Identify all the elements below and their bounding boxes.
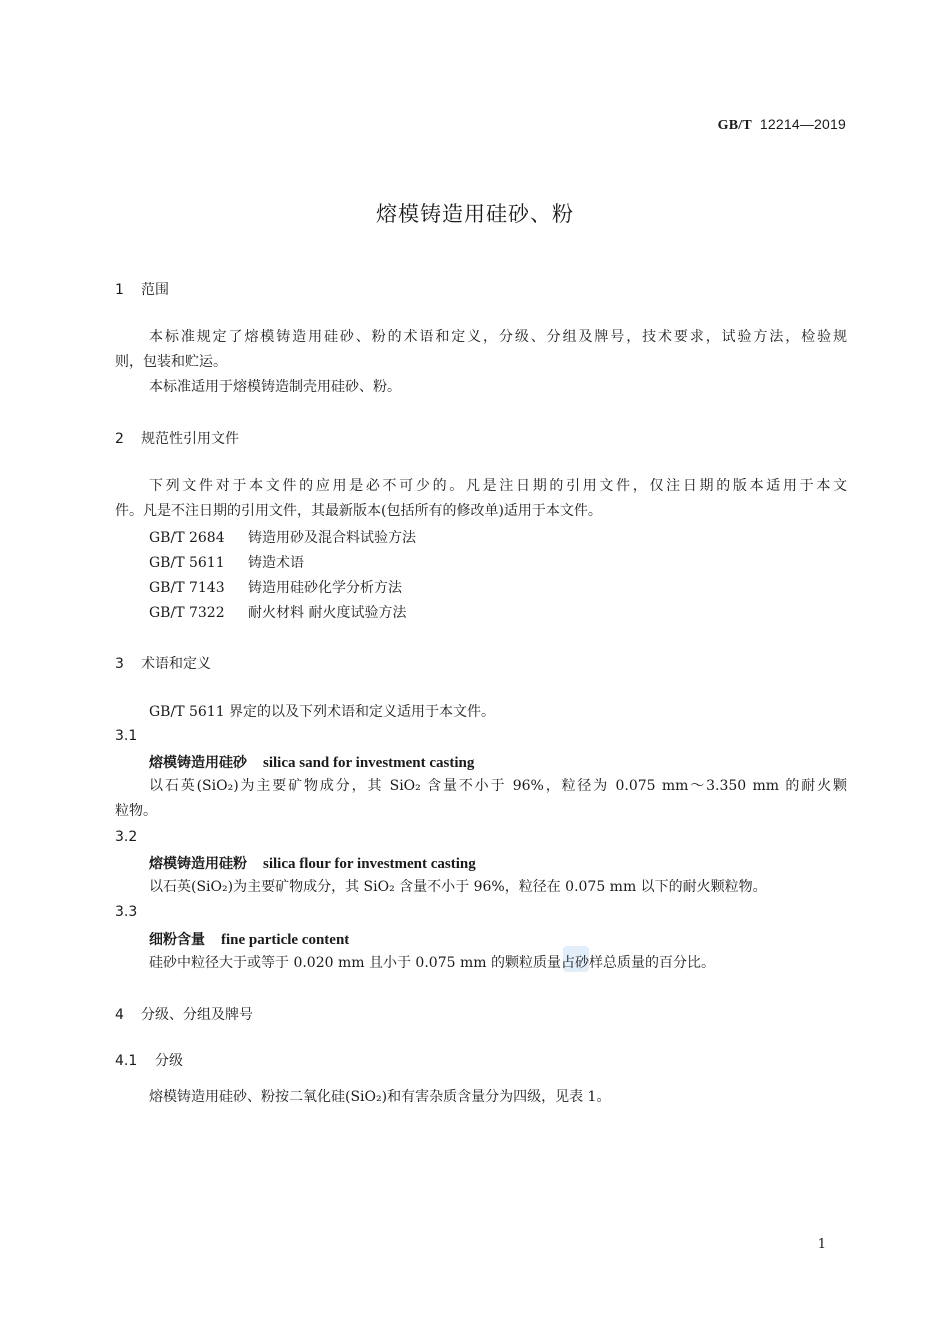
reference-code: GB/T 7143 [149,580,225,596]
scope-paragraph-1 [115,325,847,375]
clause-number: 3.1 [115,728,138,744]
section-2-heading [115,428,239,448]
term-english: silica sand for investment casting [263,755,475,771]
term-english: fine particle content [221,932,350,948]
reference-code: GB/T 5611 [149,555,225,571]
section-1-heading [115,279,169,299]
text-line: 以石英(SiO₂)为主要矿物成分，其 SiO₂ 含量不小于 96%，粒径为 0.075 mm～3.350 mm 的耐火颗 [149,778,847,794]
subsection-title: 分级 [155,1053,183,1069]
scope-paragraph-2: 本标准适用于熔模铸造制壳用硅砂、粉。 [149,379,401,395]
page-number: 1 [817,1237,826,1252]
term-heading [149,853,476,873]
reference-item [149,577,402,597]
text-line: 件。凡是不注日期的引用文件，其最新版本(包括所有的修改单)适用于本文件。 [115,503,602,519]
section-number: 1 [115,282,124,298]
reference-code: GB/T 2684 [149,530,225,546]
term-definition [115,774,847,824]
standard-number: 12214—2019 [759,116,846,132]
term-chinese: 熔模铸造用硅粉 [149,856,247,872]
reference-title: 铸造术语 [248,555,304,571]
term-english: silica flour for investment casting [263,856,476,872]
term-chinese: 细粉含量 [149,932,205,948]
section-3-heading [115,653,211,673]
reference-title: 铸造用砂及混合料试验方法 [248,530,416,546]
reference-code: GB/T 7322 [149,605,225,621]
clause-number: 3.2 [115,829,138,845]
section-number: 4 [115,1007,124,1023]
term-definition: 以石英(SiO₂)为主要矿物成分，其 SiO₂ 含量不小于 96%，粒径在 0.075 mm 以下的耐火颗粒物。 [149,879,767,895]
section-title: 范围 [141,282,169,298]
standard-code [718,116,846,134]
text-line: 则，包装和贮运。 [115,354,227,370]
term-heading [149,752,474,772]
reference-item [149,552,304,572]
section-title: 术语和定义 [141,656,211,672]
term-chinese: 熔模铸造用硅砂 [149,755,247,771]
subsection-4-1-heading [115,1050,183,1070]
terms-intro-paragraph: GB/T 5611 界定的以及下列术语和定义适用于本文件。 [149,704,496,720]
section-4-heading [115,1004,253,1024]
refs-intro-paragraph [115,474,847,524]
section-number: 3 [115,656,124,672]
term-definition: 硅砂中粒径大于或等于 0.020 mm 且小于 0.075 mm 的颗粒质量占砂样总质量的百分比。 [149,955,715,971]
section-title: 分级、分组及牌号 [141,1007,253,1023]
text-line: 下列文件对于本文件的应用是必不可少的。凡是注日期的引用文件，仅注日期的版本适用于本文 [149,478,847,494]
section-title: 规范性引用文件 [141,431,239,447]
reference-title: 铸造用硅砂化学分析方法 [248,580,402,596]
section-number: 2 [115,431,124,447]
standard-prefix: GB/T [717,118,752,133]
document-title: 熔模铸造用硅砂、粉 [376,202,574,226]
clause-number: 3.3 [115,904,138,920]
grading-paragraph: 熔模铸造用硅砂、粉按二氧化硅(SiO₂)和有害杂质含量分为四级，见表 1。 [149,1089,611,1105]
reference-item [149,602,406,622]
term-heading [149,929,349,949]
text-line: 粒物。 [115,803,157,819]
subsection-number: 4.1 [115,1053,138,1069]
reference-item [149,527,416,547]
reference-title: 耐火材料 耐火度试验方法 [248,605,407,621]
text-line: 本标准规定了熔模铸造用硅砂、粉的术语和定义，分级、分组及牌号，技术要求，试验方法，检验规 [149,329,847,345]
